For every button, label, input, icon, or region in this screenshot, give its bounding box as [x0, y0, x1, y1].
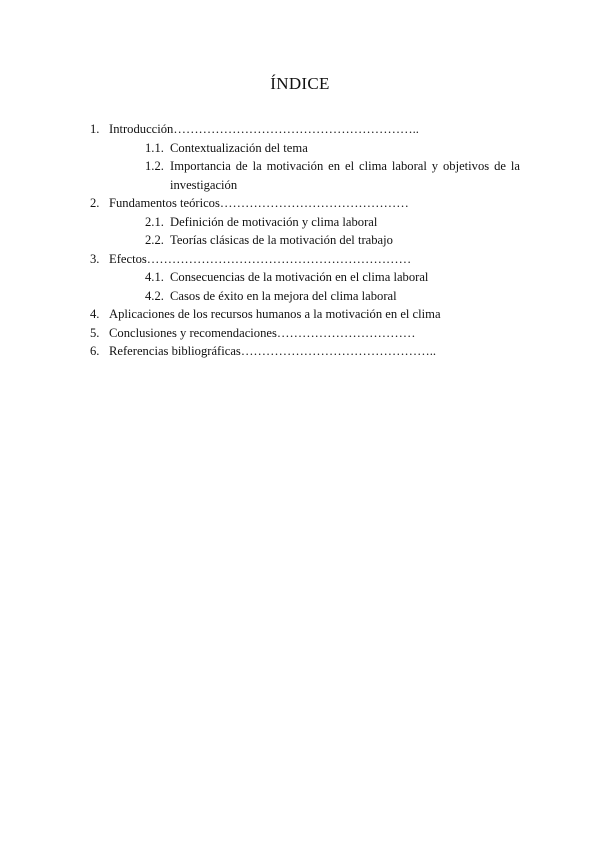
toc-leader-dots: ……………………………………….. [240, 344, 437, 358]
toc-leader-dots: …………………………… [276, 325, 416, 340]
table-of-contents [90, 120, 530, 361]
toc-number: 6. [90, 344, 100, 358]
toc-entry-introduccion [90, 120, 530, 139]
toc-number: 1. [90, 122, 100, 136]
toc-label: Introducción [109, 122, 174, 136]
toc-subentry-teorias [90, 231, 530, 250]
toc-subentry-importancia [90, 157, 530, 194]
toc-number: 2. [90, 196, 100, 210]
toc-subentry-casos-exito [90, 287, 530, 306]
toc-number: 4.2. [145, 288, 164, 303]
toc-number: 2.2. [145, 233, 164, 247]
toc-label: Contextualización del tema [170, 140, 308, 155]
page-title: ÍNDICE [270, 74, 330, 93]
toc-leader-dots: ………………………………………………….. [173, 122, 419, 136]
toc-leader-dots: ……………………………………… [219, 196, 409, 210]
toc-label: Teorías clásicas de la motivación del trabajo [170, 233, 393, 247]
toc-subentry-definicion [90, 213, 530, 232]
toc-label: Consecuencias de la motivación en el clima laboral [170, 270, 429, 284]
toc-label: Fundamentos teóricos [109, 196, 220, 210]
toc-label: Efectos [109, 251, 147, 266]
toc-number: 1.1. [145, 140, 164, 155]
toc-number: 4.1. [145, 270, 164, 284]
toc-label: Referencias bibliográficas [109, 344, 241, 358]
toc-number: 2.1. [145, 214, 164, 229]
toc-leader-dots: ……………………………………………………… [146, 251, 412, 266]
toc-entry-referencias [90, 342, 530, 361]
toc-label: Casos de éxito en la mejora del clima laboral [170, 288, 397, 303]
toc-entry-aplicaciones [90, 305, 530, 324]
toc-label: Importancia de la motivación en el clima laboral y objetivos de la investigación [170, 159, 520, 192]
toc-number: 5. [90, 325, 100, 340]
toc-entry-conclusiones [90, 324, 530, 343]
toc-label: Definición de motivación y clima laboral [170, 214, 378, 229]
toc-number: 1.2. [145, 159, 164, 173]
toc-label: Aplicaciones de los recursos humanos a la motivación en el clima [109, 307, 441, 321]
toc-subentry-contextualizacion [90, 139, 530, 158]
toc-entry-fundamentos [90, 194, 530, 213]
toc-number: 3. [90, 251, 100, 266]
toc-number: 4. [90, 307, 100, 321]
toc-subentry-consecuencias [90, 268, 530, 287]
toc-label: Conclusiones y recomendaciones [109, 325, 277, 340]
toc-entry-efectos [90, 250, 530, 269]
